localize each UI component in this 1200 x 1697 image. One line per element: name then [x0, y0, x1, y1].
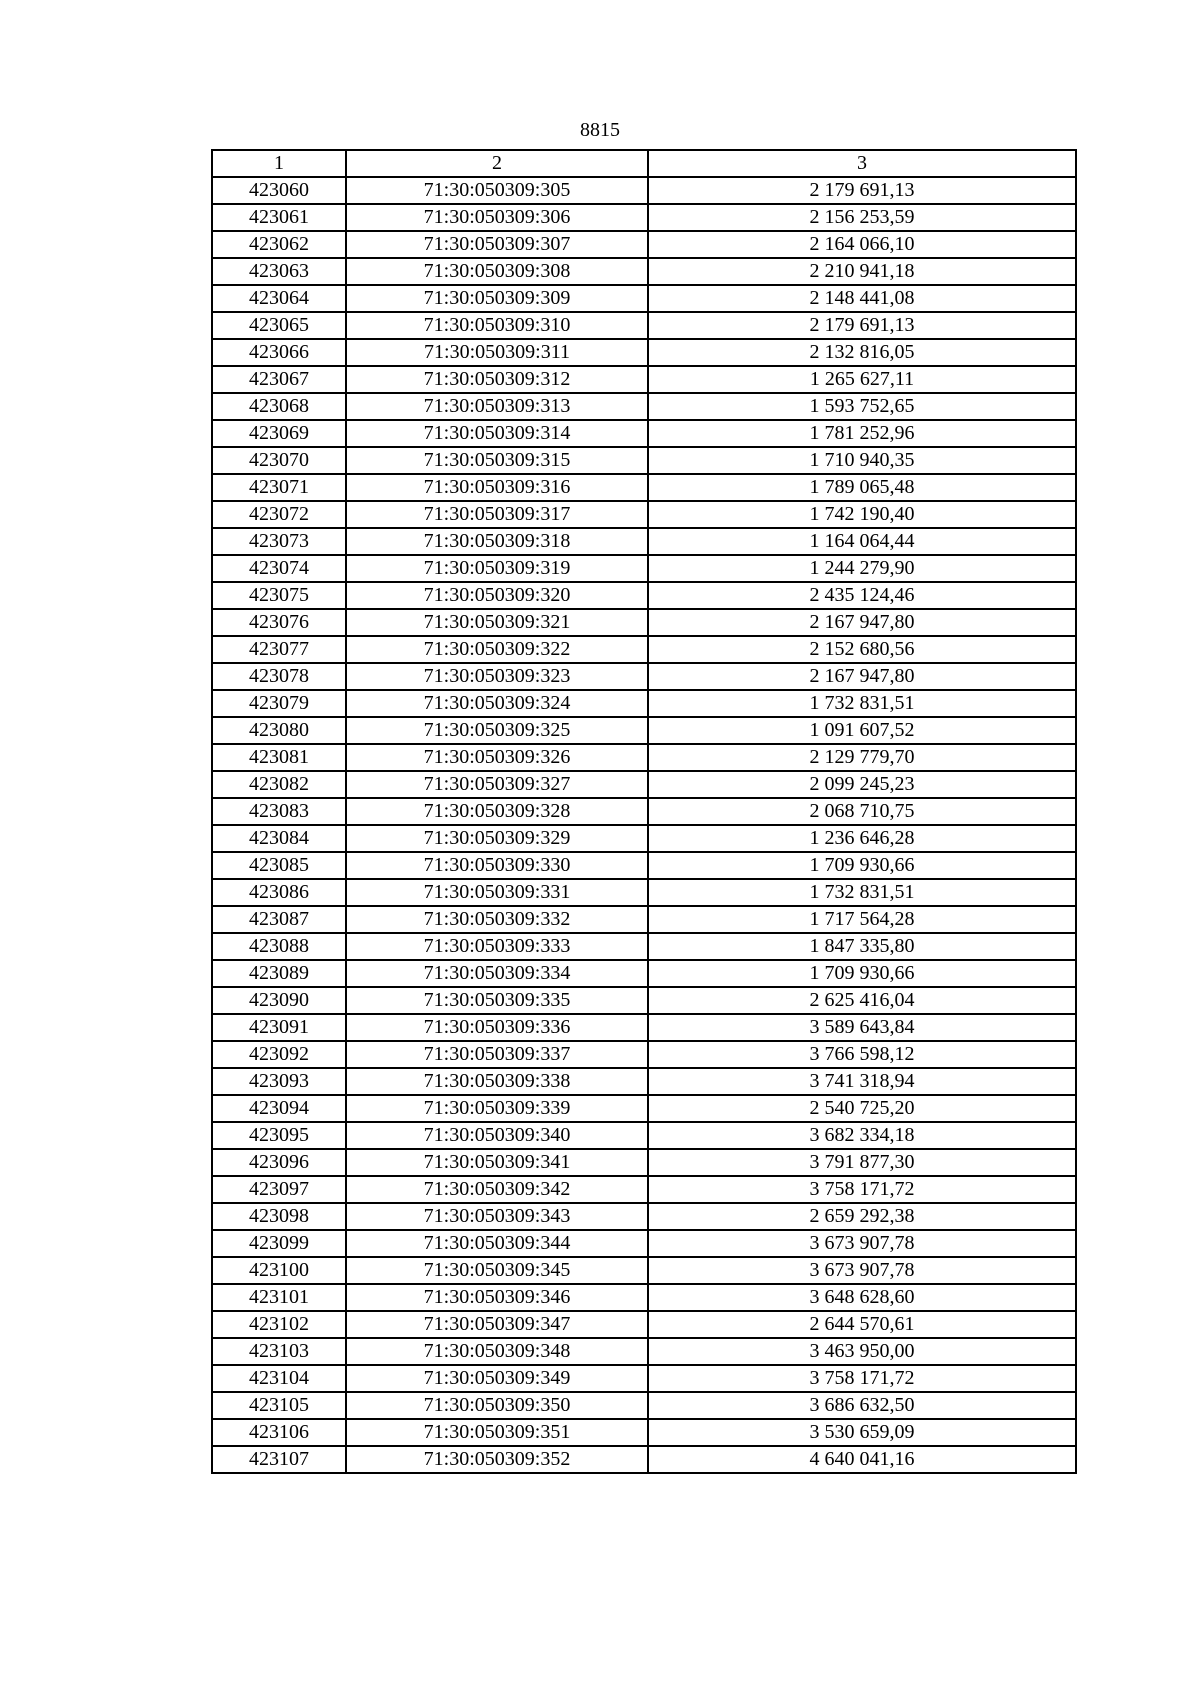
row-number-cell: 423106 — [212, 1419, 346, 1446]
row-number-cell: 423081 — [212, 744, 346, 771]
cadastral-number-cell: 71:30:050309:348 — [346, 1338, 648, 1365]
row-number-cell: 423094 — [212, 1095, 346, 1122]
value-cell: 3 758 171,72 — [648, 1176, 1076, 1203]
table-row — [212, 933, 1076, 960]
cadastral-number-cell: 71:30:050309:305 — [346, 177, 648, 204]
cadastral-number-cell: 71:30:050309:339 — [346, 1095, 648, 1122]
row-number-cell: 423083 — [212, 798, 346, 825]
table-row — [212, 393, 1076, 420]
table-row — [212, 960, 1076, 987]
value-cell: 3 791 877,30 — [648, 1149, 1076, 1176]
row-number-cell: 423069 — [212, 420, 346, 447]
table-row — [212, 852, 1076, 879]
value-cell: 1 265 627,11 — [648, 366, 1076, 393]
value-cell: 2 156 253,59 — [648, 204, 1076, 231]
table-row — [212, 1203, 1076, 1230]
row-number-cell: 423107 — [212, 1446, 346, 1473]
value-cell: 2 179 691,13 — [648, 312, 1076, 339]
table-row — [212, 1257, 1076, 1284]
cadastral-number-cell: 71:30:050309:309 — [346, 285, 648, 312]
value-cell: 1 742 190,40 — [648, 501, 1076, 528]
value-cell: 3 758 171,72 — [648, 1365, 1076, 1392]
table-body — [212, 177, 1076, 1473]
value-cell: 2 164 066,10 — [648, 231, 1076, 258]
table-row — [212, 906, 1076, 933]
table-row — [212, 204, 1076, 231]
value-cell: 3 682 334,18 — [648, 1122, 1076, 1149]
value-cell: 1 709 930,66 — [648, 960, 1076, 987]
table-row — [212, 366, 1076, 393]
value-cell: 2 148 441,08 — [648, 285, 1076, 312]
value-cell: 2 099 245,23 — [648, 771, 1076, 798]
row-number-cell: 423105 — [212, 1392, 346, 1419]
cadastral-number-cell: 71:30:050309:319 — [346, 555, 648, 582]
row-number-cell: 423072 — [212, 501, 346, 528]
cadastral-number-cell: 71:30:050309:329 — [346, 825, 648, 852]
value-cell: 2 179 691,13 — [648, 177, 1076, 204]
value-cell: 2 625 416,04 — [648, 987, 1076, 1014]
cadastral-number-cell: 71:30:050309:306 — [346, 204, 648, 231]
row-number-cell: 423071 — [212, 474, 346, 501]
cadastral-number-cell: 71:30:050309:334 — [346, 960, 648, 987]
table-row — [212, 528, 1076, 555]
table-row — [212, 285, 1076, 312]
cadastral-number-cell: 71:30:050309:308 — [346, 258, 648, 285]
cadastral-number-cell: 71:30:050309:335 — [346, 987, 648, 1014]
value-cell: 3 463 950,00 — [648, 1338, 1076, 1365]
cadastral-number-cell: 71:30:050309:338 — [346, 1068, 648, 1095]
value-cell: 1 593 752,65 — [648, 393, 1076, 420]
value-cell: 2 644 570,61 — [648, 1311, 1076, 1338]
row-number-cell: 423098 — [212, 1203, 346, 1230]
row-number-cell: 423104 — [212, 1365, 346, 1392]
row-number-cell: 423086 — [212, 879, 346, 906]
row-number-cell: 423085 — [212, 852, 346, 879]
row-number-cell: 423078 — [212, 663, 346, 690]
cadastral-number-cell: 71:30:050309:347 — [346, 1311, 648, 1338]
value-cell: 3 741 318,94 — [648, 1068, 1076, 1095]
row-number-cell: 423060 — [212, 177, 346, 204]
row-number-cell: 423089 — [212, 960, 346, 987]
value-cell: 1 847 335,80 — [648, 933, 1076, 960]
cadastral-number-cell: 71:30:050309:320 — [346, 582, 648, 609]
row-number-cell: 423077 — [212, 636, 346, 663]
cadastral-number-cell: 71:30:050309:333 — [346, 933, 648, 960]
cadastral-number-cell: 71:30:050309:352 — [346, 1446, 648, 1473]
table-row — [212, 1284, 1076, 1311]
page-number: 8815 — [580, 119, 620, 141]
table-row — [212, 1338, 1076, 1365]
table-row — [212, 987, 1076, 1014]
table-row — [212, 1068, 1076, 1095]
table-row — [212, 609, 1076, 636]
row-number-cell: 423092 — [212, 1041, 346, 1068]
value-cell: 1 710 940,35 — [648, 447, 1076, 474]
table-row — [212, 582, 1076, 609]
row-number-cell: 423061 — [212, 204, 346, 231]
value-cell: 2 167 947,80 — [648, 663, 1076, 690]
value-cell: 1 789 065,48 — [648, 474, 1076, 501]
cadastral-number-cell: 71:30:050309:344 — [346, 1230, 648, 1257]
value-cell: 3 673 907,78 — [648, 1230, 1076, 1257]
cadastral-number-cell: 71:30:050309:340 — [346, 1122, 648, 1149]
row-number-cell: 423091 — [212, 1014, 346, 1041]
value-cell: 3 648 628,60 — [648, 1284, 1076, 1311]
value-cell: 2 540 725,20 — [648, 1095, 1076, 1122]
table-row — [212, 1122, 1076, 1149]
value-cell: 3 530 659,09 — [648, 1419, 1076, 1446]
value-cell: 3 673 907,78 — [648, 1257, 1076, 1284]
column-header-2: 2 — [346, 150, 648, 177]
table-row — [212, 447, 1076, 474]
row-number-cell: 423063 — [212, 258, 346, 285]
row-number-cell: 423097 — [212, 1176, 346, 1203]
row-number-cell: 423062 — [212, 231, 346, 258]
row-number-cell: 423090 — [212, 987, 346, 1014]
cadastral-number-cell: 71:30:050309:325 — [346, 717, 648, 744]
cadastral-number-cell: 71:30:050309:342 — [346, 1176, 648, 1203]
row-number-cell: 423068 — [212, 393, 346, 420]
column-header-3: 3 — [648, 150, 1076, 177]
table-row — [212, 420, 1076, 447]
table-row — [212, 771, 1076, 798]
cadastral-number-cell: 71:30:050309:331 — [346, 879, 648, 906]
cadastral-number-cell: 71:30:050309:317 — [346, 501, 648, 528]
cadastral-number-cell: 71:30:050309:318 — [346, 528, 648, 555]
row-number-cell: 423075 — [212, 582, 346, 609]
table-row — [212, 177, 1076, 204]
value-cell: 2 152 680,56 — [648, 636, 1076, 663]
cadastral-number-cell: 71:30:050309:328 — [346, 798, 648, 825]
value-cell: 1 164 064,44 — [648, 528, 1076, 555]
table-row — [212, 1230, 1076, 1257]
row-number-cell: 423102 — [212, 1311, 346, 1338]
table-row — [212, 1419, 1076, 1446]
value-cell: 1 709 930,66 — [648, 852, 1076, 879]
cadastral-number-cell: 71:30:050309:314 — [346, 420, 648, 447]
value-cell: 1 244 279,90 — [648, 555, 1076, 582]
value-cell: 1 781 252,96 — [648, 420, 1076, 447]
cadastral-number-cell: 71:30:050309:312 — [346, 366, 648, 393]
cadastral-number-cell: 71:30:050309:315 — [346, 447, 648, 474]
row-number-cell: 423082 — [212, 771, 346, 798]
row-number-cell: 423099 — [212, 1230, 346, 1257]
cadastral-number-cell: 71:30:050309:310 — [346, 312, 648, 339]
value-cell: 3 589 643,84 — [648, 1014, 1076, 1041]
row-number-cell: 423101 — [212, 1284, 346, 1311]
cadastral-number-cell: 71:30:050309:337 — [346, 1041, 648, 1068]
cadastral-number-cell: 71:30:050309:350 — [346, 1392, 648, 1419]
value-cell: 4 640 041,16 — [648, 1446, 1076, 1473]
cadastral-number-cell: 71:30:050309:345 — [346, 1257, 648, 1284]
table-row — [212, 636, 1076, 663]
table-row — [212, 1041, 1076, 1068]
table-row — [212, 879, 1076, 906]
row-number-cell: 423080 — [212, 717, 346, 744]
cadastral-number-cell: 71:30:050309:321 — [346, 609, 648, 636]
row-number-cell: 423093 — [212, 1068, 346, 1095]
table-row — [212, 717, 1076, 744]
value-cell: 2 435 124,46 — [648, 582, 1076, 609]
value-cell: 1 091 607,52 — [648, 717, 1076, 744]
value-cell: 2 167 947,80 — [648, 609, 1076, 636]
table-row — [212, 1149, 1076, 1176]
row-number-cell: 423074 — [212, 555, 346, 582]
cadastral-number-cell: 71:30:050309:341 — [346, 1149, 648, 1176]
cadastral-number-cell: 71:30:050309:346 — [346, 1284, 648, 1311]
value-cell: 2 659 292,38 — [648, 1203, 1076, 1230]
row-number-cell: 423064 — [212, 285, 346, 312]
table-row — [212, 1392, 1076, 1419]
table-row — [212, 1311, 1076, 1338]
table-row — [212, 744, 1076, 771]
cadastral-number-cell: 71:30:050309:336 — [346, 1014, 648, 1041]
table-row — [212, 339, 1076, 366]
table-row — [212, 258, 1076, 285]
table-row — [212, 663, 1076, 690]
table-row — [212, 798, 1076, 825]
table-row — [212, 1014, 1076, 1041]
column-header-1: 1 — [212, 150, 346, 177]
row-number-cell: 423079 — [212, 690, 346, 717]
cadastral-number-cell: 71:30:050309:313 — [346, 393, 648, 420]
row-number-cell: 423076 — [212, 609, 346, 636]
value-cell: 2 129 779,70 — [648, 744, 1076, 771]
row-number-cell: 423103 — [212, 1338, 346, 1365]
cadastral-number-cell: 71:30:050309:349 — [346, 1365, 648, 1392]
value-cell: 3 766 598,12 — [648, 1041, 1076, 1068]
value-cell: 1 717 564,28 — [648, 906, 1076, 933]
value-cell: 2 132 816,05 — [648, 339, 1076, 366]
table-row — [212, 1176, 1076, 1203]
cadastral-number-cell: 71:30:050309:324 — [346, 690, 648, 717]
table-row — [212, 501, 1076, 528]
value-cell: 3 686 632,50 — [648, 1392, 1076, 1419]
row-number-cell: 423095 — [212, 1122, 346, 1149]
table-row — [212, 690, 1076, 717]
cadastral-number-cell: 71:30:050309:323 — [346, 663, 648, 690]
value-cell: 1 236 646,28 — [648, 825, 1076, 852]
table-header-row — [212, 150, 1076, 177]
row-number-cell: 423066 — [212, 339, 346, 366]
row-number-cell: 423088 — [212, 933, 346, 960]
row-number-cell: 423087 — [212, 906, 346, 933]
table-row — [212, 555, 1076, 582]
table-row — [212, 825, 1076, 852]
data-table — [211, 149, 1077, 1474]
row-number-cell: 423073 — [212, 528, 346, 555]
cadastral-number-cell: 71:30:050309:326 — [346, 744, 648, 771]
table-row — [212, 231, 1076, 258]
table-row — [212, 312, 1076, 339]
cadastral-number-cell: 71:30:050309:327 — [346, 771, 648, 798]
row-number-cell: 423084 — [212, 825, 346, 852]
cadastral-number-cell: 71:30:050309:322 — [346, 636, 648, 663]
table-row — [212, 1095, 1076, 1122]
cadastral-number-cell: 71:30:050309:330 — [346, 852, 648, 879]
table-row — [212, 474, 1076, 501]
cadastral-number-cell: 71:30:050309:307 — [346, 231, 648, 258]
cadastral-number-cell: 71:30:050309:351 — [346, 1419, 648, 1446]
cadastral-number-cell: 71:30:050309:332 — [346, 906, 648, 933]
table-row — [212, 1446, 1076, 1473]
row-number-cell: 423065 — [212, 312, 346, 339]
cadastral-number-cell: 71:30:050309:316 — [346, 474, 648, 501]
value-cell: 2 210 941,18 — [648, 258, 1076, 285]
value-cell: 1 732 831,51 — [648, 690, 1076, 717]
row-number-cell: 423067 — [212, 366, 346, 393]
row-number-cell: 423096 — [212, 1149, 346, 1176]
row-number-cell: 423070 — [212, 447, 346, 474]
cadastral-number-cell: 71:30:050309:343 — [346, 1203, 648, 1230]
value-cell: 1 732 831,51 — [648, 879, 1076, 906]
value-cell: 2 068 710,75 — [648, 798, 1076, 825]
row-number-cell: 423100 — [212, 1257, 346, 1284]
table-row — [212, 1365, 1076, 1392]
cadastral-number-cell: 71:30:050309:311 — [346, 339, 648, 366]
